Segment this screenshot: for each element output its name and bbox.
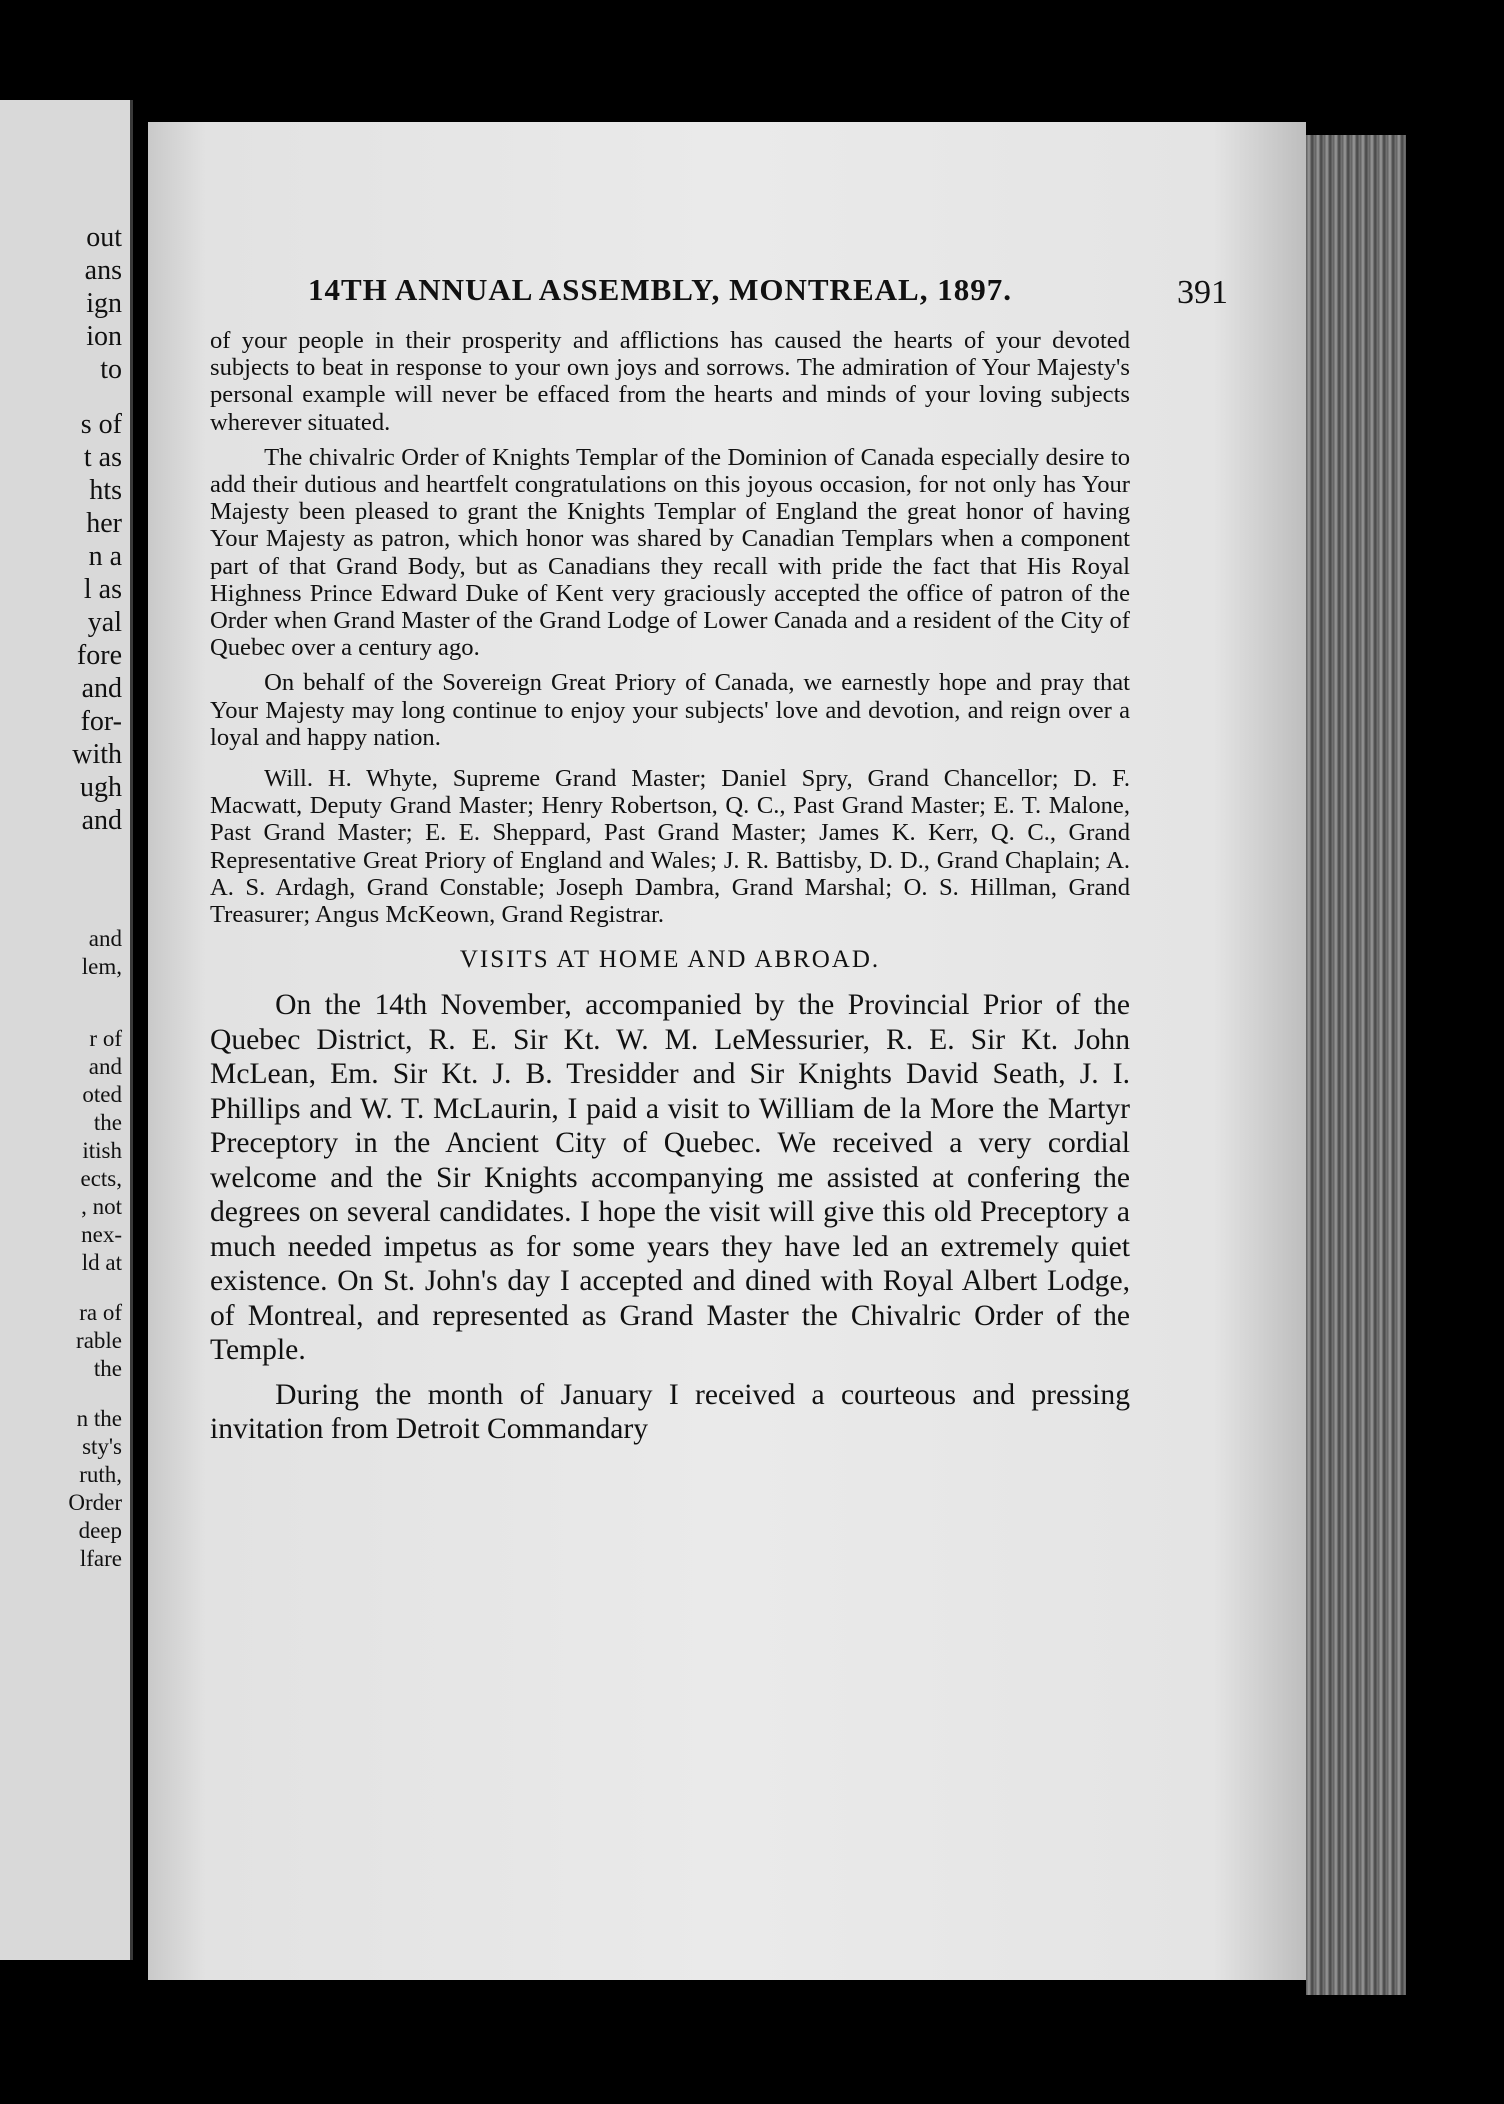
- page-header: [308, 262, 1228, 322]
- book-page: [148, 122, 1306, 1980]
- facing-page-text: ruth,: [79, 1462, 122, 1487]
- facing-page-text: deep: [78, 1518, 122, 1543]
- facing-page-text: , not: [81, 1194, 122, 1219]
- page-body: [210, 327, 1130, 1457]
- facing-page-text: s of: [80, 409, 122, 440]
- facing-page-text: the: [93, 1110, 122, 1135]
- facing-page-text: r of: [89, 1026, 122, 1051]
- facing-page-text: lfare: [79, 1546, 122, 1571]
- facing-page-text: rable: [76, 1328, 122, 1353]
- facing-page-text: itish: [82, 1138, 122, 1163]
- facing-page-fragment: [0, 100, 133, 1960]
- facing-page-text: oted: [82, 1082, 122, 1107]
- facing-page-text: ign: [86, 288, 122, 319]
- facing-page-text: for-: [80, 706, 122, 737]
- facing-page-text: and: [81, 805, 122, 836]
- facing-page-text: nex-: [81, 1222, 122, 1247]
- facing-page-text: to: [100, 354, 122, 385]
- paragraph-january: During the month of January I received a courteous and pressing invitation from Detroit Commandary: [210, 1378, 1130, 1446]
- facing-page-text: and: [88, 926, 122, 951]
- facing-page-text: Order: [68, 1490, 122, 1515]
- facing-page-text: ld at: [81, 1250, 122, 1275]
- facing-page-text: n the: [76, 1406, 122, 1431]
- facing-page-text: the: [93, 1356, 122, 1381]
- facing-page-text: with: [72, 739, 122, 770]
- facing-page-text: t as: [83, 442, 122, 473]
- facing-page-text: ugh: [80, 772, 122, 803]
- facing-page-text: yal: [87, 607, 122, 638]
- facing-page-text: out: [86, 222, 122, 253]
- facing-page-text: hts: [89, 475, 122, 506]
- facing-page-text: sty's: [82, 1434, 122, 1459]
- paragraph-continuation: of your people in their prosperity and afflictions has caused the hearts of your devoted subjects to beat in response to your own joys and sorrows. The admiration of Your Majesty's personal example will never be effaced from the hearts and minds of your loving subjects wherever situated.: [210, 327, 1130, 436]
- page-edges: [1306, 135, 1406, 1995]
- running-head: 14TH ANNUAL ASSEMBLY, MONTREAL, 1897.: [308, 272, 1012, 307]
- facing-page-text: and: [88, 1054, 122, 1079]
- facing-page-text: l as: [83, 574, 122, 605]
- facing-page-text: and: [81, 673, 122, 704]
- section-heading: VISITS AT HOME AND ABROAD.: [459, 946, 881, 974]
- paragraph-behalf-of-priory: On behalf of the Sovereign Great Priory of Canada, we earnestly hope and pray that Your Majesty may long continue to enjoy your subjects' love and devotion, and reign over a loyal and happy nation.: [210, 669, 1130, 751]
- paragraph-order-congratulations: The chivalric Order of Knights Templar of the Dominion of Canada especially desire to add their dutious and heartfelt congratulations on this joyous occasion, for not only has Your Majesty been pleased to grant the Knights Templar of England the great honor of having Your Majesty as patron, which honor was shared by Canadian Templars when a component part of that Grand Body, but as Canadians they recall with pride the fact that His Royal Highness Prince Edward Duke of Kent very graciously accepted the office of patron of the Order when Grand Master of the Grand Lodge of Lower Canada and a resident of the City of Quebec over a century ago.: [210, 443, 1130, 662]
- facing-page-text: ion: [86, 321, 122, 352]
- facing-page-text: ans: [84, 255, 122, 286]
- facing-page-text: her: [86, 508, 122, 539]
- signatories-list: Will. H. Whyte, Supreme Grand Master; Daniel Spry, Grand Chancellor; D. F. Macwatt, Deputy Grand Master; Henry Robertson, Q. C., Past Grand Master; E. T. Malone, Past Grand Master; E. E. Sheppard, Past Grand Master; James K. Kerr, Q. C., Grand Representative Great Priory of England and Wales; J. R. Battisby, D. D., Grand Chaplain; A. A. S. Ardagh, Grand Constable; Joseph Dambra, Grand Marshal; O. S. Hillman, Grand Treasurer; Angus McKeown, Grand Registrar.: [210, 765, 1130, 929]
- facing-page-text: fore: [76, 640, 122, 671]
- facing-page-text: lem,: [81, 954, 122, 979]
- facing-page-text: ra of: [79, 1300, 122, 1325]
- page-number: 391: [1177, 274, 1228, 311]
- paragraph-visits: On the 14th November, accompanied by the Provincial Prior of the Quebec District, R. E. Sir Kt. W. M. LeMessurier, R. E. Sir Kt. John McLean, Em. Sir Kt. J. B. Tresidder and Sir Knights David Seath, J. I. Phillips and W. T. McLaurin, I paid a visit to William de la More the Martyr Preceptory in the Ancient City of Quebec. We received a very cordial welcome and the Sir Knights accompanying me assisted at confering the degrees on several candidates. I hope the visit will give this old Preceptory a much needed impetus as for some years they have led an extremely quiet existence. On St. John's day I accepted and dined with Royal Albert Lodge, of Montreal, and represented as Grand Master the Chivalric Order of the Temple.: [210, 989, 1130, 1367]
- facing-page-text: ects,: [80, 1166, 122, 1191]
- facing-page-text: n a: [88, 541, 122, 572]
